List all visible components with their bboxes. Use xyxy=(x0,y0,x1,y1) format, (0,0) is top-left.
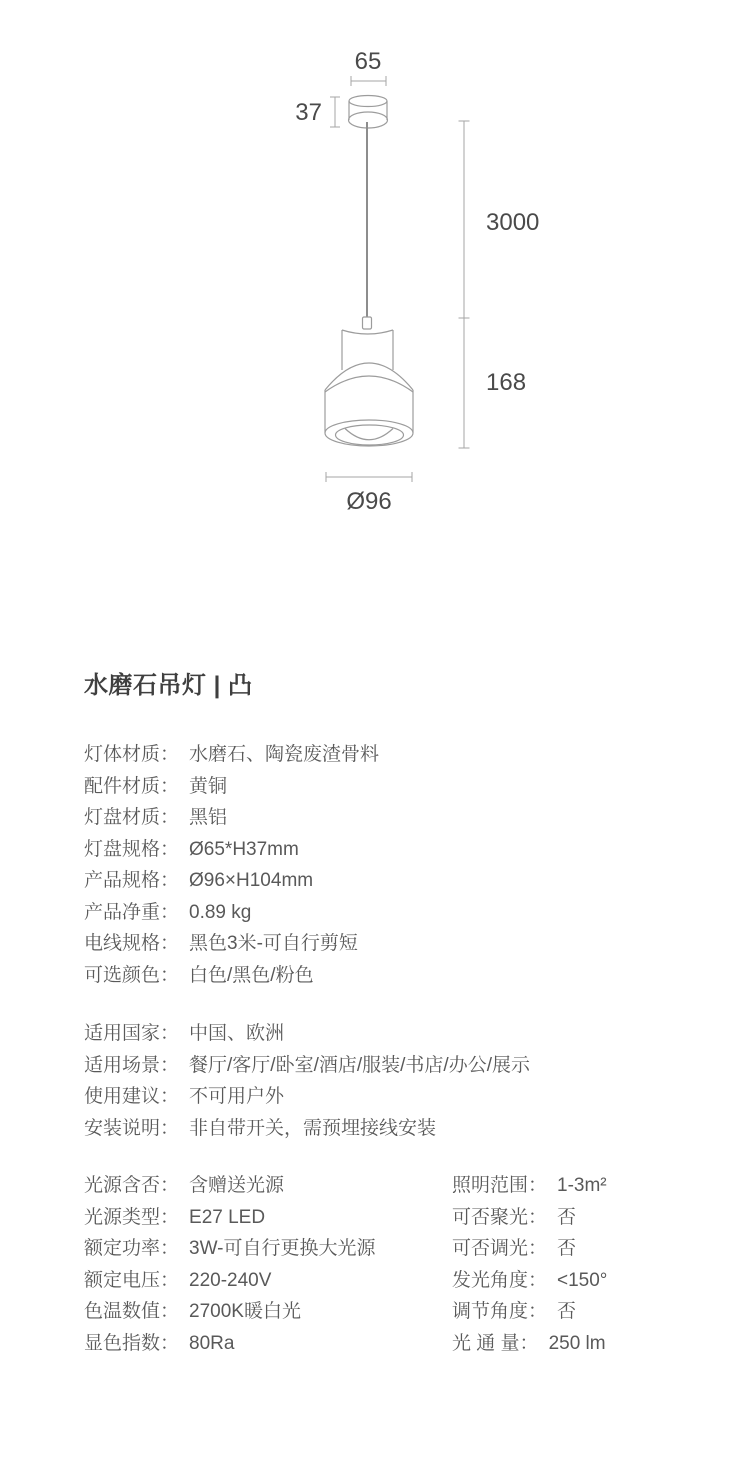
pendant-lamp-drawing xyxy=(0,0,750,560)
light-source-column-left xyxy=(84,1170,452,1359)
spec-value: 含赠送光源 xyxy=(189,1175,285,1196)
spec-row-color-options xyxy=(84,960,704,992)
spec-value: 中国、欧洲 xyxy=(189,1023,285,1044)
spec-label: 可否调光： xyxy=(452,1238,548,1259)
spec-value: 餐厅/客厅/卧室/酒店/服装/书店/办公/展示 xyxy=(189,1054,530,1076)
spec-row-cri xyxy=(84,1328,452,1360)
spec-content xyxy=(84,669,704,1359)
spec-value: 非自带开关，需预埋接线安装 xyxy=(189,1117,437,1139)
spec-label: 可否聚光： xyxy=(452,1206,548,1228)
spec-label: 光 通 量： xyxy=(452,1332,539,1354)
spec-row-plate-size xyxy=(84,834,704,866)
spec-row-beam-angle xyxy=(452,1265,704,1297)
spec-label: 产品规格： xyxy=(84,870,180,891)
dimension-diagram xyxy=(0,0,750,560)
spec-value: 黑色3米-可自行剪短 xyxy=(189,933,358,954)
spec-value: E27 LED xyxy=(189,1206,266,1228)
spec-row-bulb-included xyxy=(84,1170,452,1202)
spec-label: 额定功率： xyxy=(84,1238,180,1259)
spec-row-usage-advice xyxy=(84,1081,704,1113)
spec-label: 调节角度： xyxy=(452,1301,548,1322)
spec-value: 黑铝 xyxy=(189,807,228,828)
dim-line-canopy-width xyxy=(351,76,386,86)
spec-row-spotlight xyxy=(452,1202,704,1234)
spec-row-rated-voltage xyxy=(84,1265,452,1297)
spec-row-rated-power xyxy=(84,1233,452,1265)
spec-label: 适用场景： xyxy=(84,1054,180,1076)
spec-row-scenes xyxy=(84,1050,704,1082)
spec-value: 80Ra xyxy=(189,1332,235,1354)
spec-row-bulb-type xyxy=(84,1202,452,1234)
spec-label: 电线规格： xyxy=(84,933,180,954)
spec-label: 使用建议： xyxy=(84,1086,180,1107)
spec-label: 色温数值： xyxy=(84,1301,180,1322)
dim-line-canopy-height xyxy=(330,97,340,127)
spec-label: 灯盘规格： xyxy=(84,838,180,860)
spec-value: 白色/黑色/粉色 xyxy=(189,964,314,986)
dim-lamp-diameter: Ø96 xyxy=(346,488,392,515)
spec-row-install-note xyxy=(84,1113,704,1145)
spec-block-basic xyxy=(84,739,704,991)
spec-value: Ø65*H37mm xyxy=(189,838,299,860)
spec-row-luminous-flux xyxy=(452,1328,704,1360)
lamp-body xyxy=(325,317,413,446)
spec-row-lighting-range xyxy=(452,1170,704,1202)
spec-row-fitting-material xyxy=(84,771,704,803)
spec-label: 可选颜色： xyxy=(84,964,180,986)
spec-label: 适用国家： xyxy=(84,1023,180,1044)
spec-value: 否 xyxy=(557,1206,577,1228)
spec-block-usage xyxy=(84,1018,704,1144)
spec-label: 额定电压： xyxy=(84,1269,180,1291)
spec-value: 250 lm xyxy=(548,1332,606,1354)
spec-row-countries xyxy=(84,1018,704,1050)
spec-value: 否 xyxy=(557,1301,577,1322)
spec-row-wire-spec xyxy=(84,928,704,960)
dim-cord-length: 3000 xyxy=(486,209,540,236)
spec-label: 发光角度： xyxy=(452,1269,548,1291)
spec-row-product-size xyxy=(84,865,704,897)
spec-label: 安装说明： xyxy=(84,1117,180,1139)
spec-row-color-temp xyxy=(84,1296,452,1328)
spec-label: 配件材质： xyxy=(84,775,180,797)
spec-label: 灯体材质： xyxy=(84,744,180,765)
spec-value: 0.89 kg xyxy=(189,901,252,923)
spec-label: 产品净重： xyxy=(84,901,180,923)
spec-value: 2700K暖白光 xyxy=(189,1301,301,1322)
spec-label: 灯盘材质： xyxy=(84,807,180,828)
spec-value: 1-3m² xyxy=(557,1175,607,1196)
spec-row-adjust-angle xyxy=(452,1296,704,1328)
spec-value: <150° xyxy=(557,1269,608,1291)
spec-value: 否 xyxy=(557,1238,577,1259)
spec-block-light-source xyxy=(84,1170,704,1359)
spec-label: 照明范围： xyxy=(452,1175,548,1196)
spec-value: Ø96×H104mm xyxy=(189,870,314,891)
spec-row-dimmable xyxy=(452,1233,704,1265)
spec-label: 光源含否： xyxy=(84,1175,180,1196)
spec-value: 水磨石、陶瓷废渣骨料 xyxy=(189,744,380,765)
page-title: 水磨石吊灯 | 凸 xyxy=(84,672,253,699)
spec-row-plate-material xyxy=(84,802,704,834)
dim-lamp-height: 168 xyxy=(486,369,527,396)
spec-value: 3W-可自行更换大光源 xyxy=(189,1238,376,1259)
spec-value: 黄铜 xyxy=(189,775,228,797)
spec-value: 不可用户外 xyxy=(189,1086,285,1107)
dim-canopy-height: 37 xyxy=(295,99,322,126)
spec-row-net-weight xyxy=(84,897,704,929)
dim-line-cord-and-height xyxy=(459,121,470,448)
spec-value: 220-240V xyxy=(189,1269,272,1291)
dim-canopy-diameter: 65 xyxy=(354,48,382,75)
light-source-column-right xyxy=(452,1170,704,1359)
dim-line-lamp-diameter xyxy=(326,472,412,482)
spec-row-body-material xyxy=(84,739,704,771)
spec-label: 显色指数： xyxy=(84,1332,180,1354)
spec-label: 光源类型： xyxy=(84,1206,180,1228)
